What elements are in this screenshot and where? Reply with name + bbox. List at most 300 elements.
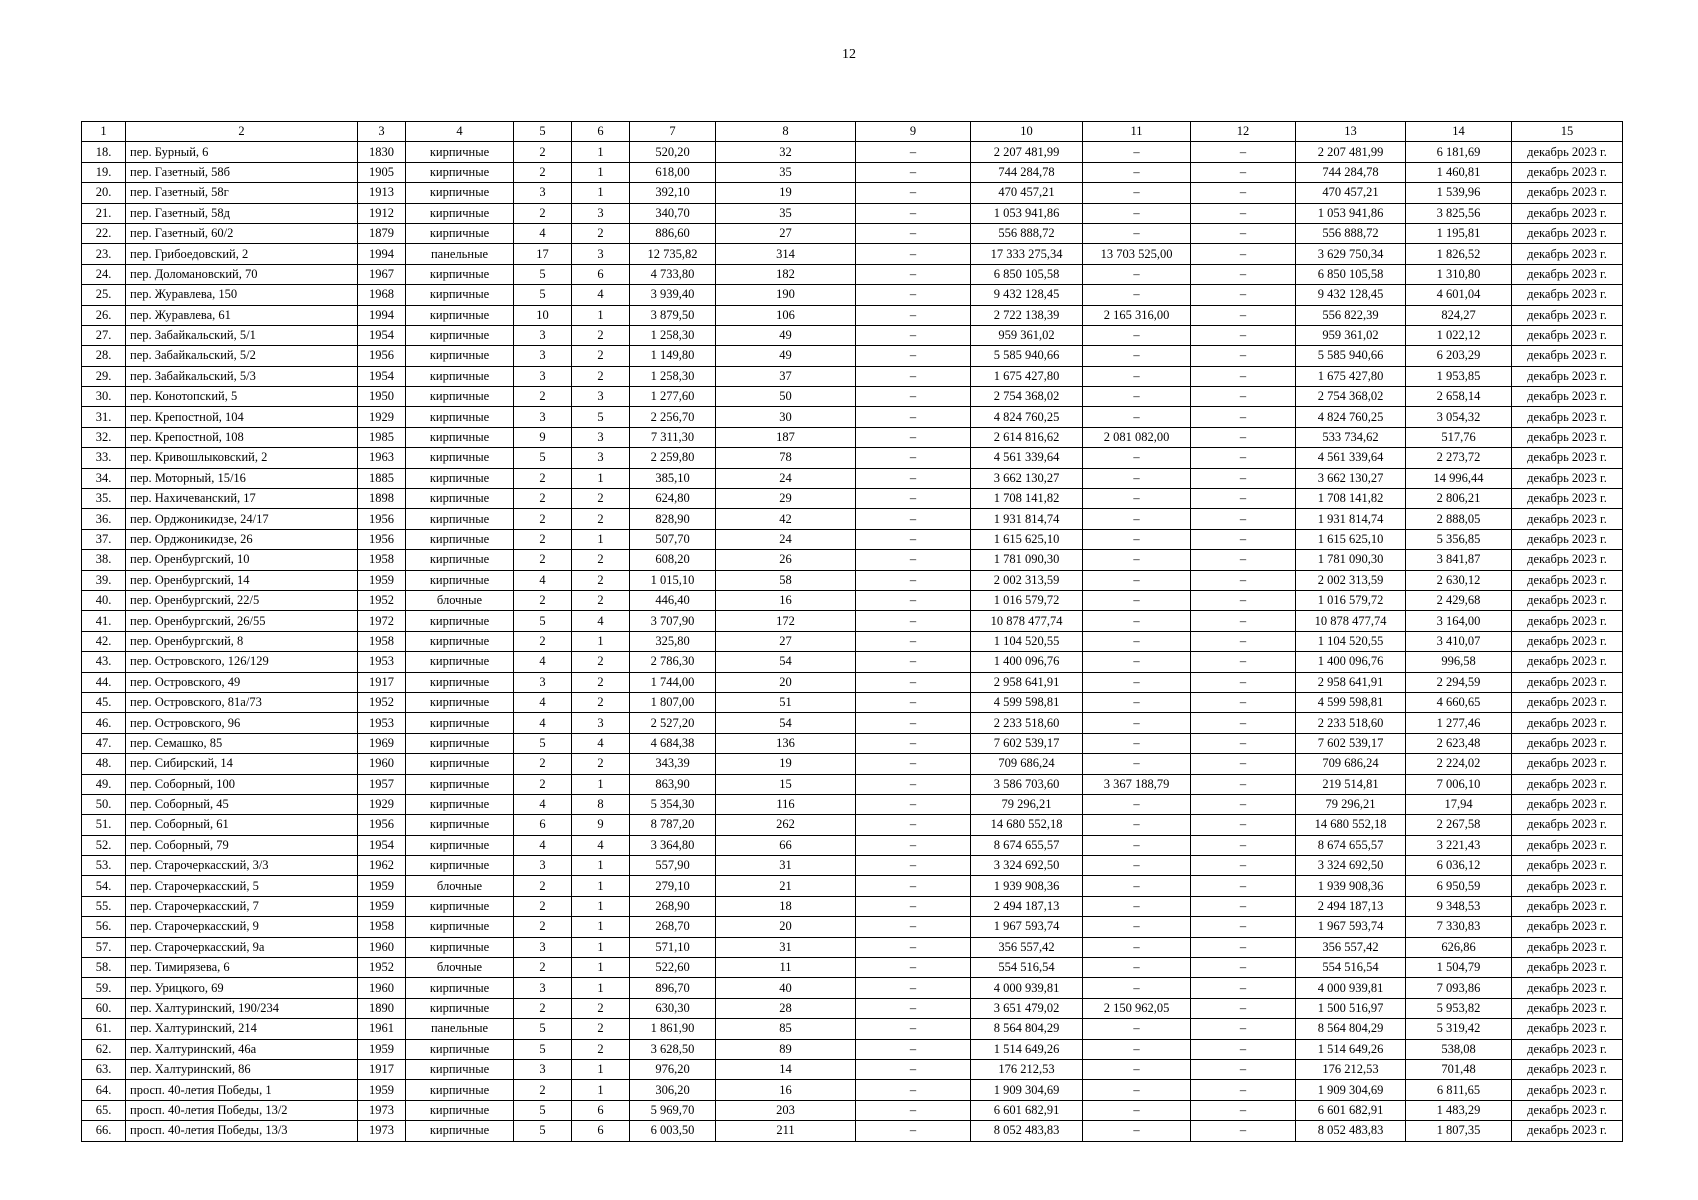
cell-row-number: 53. [82,856,126,876]
cell-floors: 2 [514,468,572,488]
cell-row-number: 36. [82,509,126,529]
cell-col-11: – [1083,794,1191,814]
cell-year-built: 1954 [358,366,406,386]
cell-entrances: 1 [572,896,630,916]
column-header-3: 3 [358,122,406,142]
cell-col-9: – [856,448,971,468]
cell-total-cost: 3 586 703,60 [971,774,1083,794]
table-row [82,203,1623,223]
cell-year-built: 1830 [358,142,406,162]
cell-address: пер. Забайкальский, 5/3 [126,366,358,386]
cell-area: 571,10 [630,937,716,957]
table-row [82,835,1623,855]
cell-area: 392,10 [630,183,716,203]
cell-col-14: 6 203,29 [1406,346,1512,366]
cell-area: 5 354,30 [630,794,716,814]
cell-col-14: 9 348,53 [1406,896,1512,916]
cell-col-13: 10 878 477,74 [1296,611,1406,631]
cell-col-11: – [1083,652,1191,672]
cell-col-9: – [856,468,971,488]
cell-floors: 5 [514,285,572,305]
cell-deadline: декабрь 2023 г. [1512,142,1623,162]
cell-entrances: 1 [572,1059,630,1079]
cell-total-cost: 2 754 368,02 [971,387,1083,407]
cell-deadline: декабрь 2023 г. [1512,917,1623,937]
cell-deadline: декабрь 2023 г. [1512,285,1623,305]
cell-col-11: – [1083,203,1191,223]
cell-col-13: 1 675 427,80 [1296,366,1406,386]
cell-address: пер. Грибоедовский, 2 [126,244,358,264]
cell-deadline: декабрь 2023 г. [1512,713,1623,733]
table-row [82,142,1623,162]
cell-col-11: – [1083,529,1191,549]
cell-col-11: – [1083,1019,1191,1039]
cell-col-11: – [1083,142,1191,162]
cell-col-9: – [856,264,971,284]
cell-residents: 24 [716,468,856,488]
cell-area: 306,20 [630,1080,716,1100]
cell-col-9: – [856,794,971,814]
table-row [82,550,1623,570]
cell-col-9: – [856,652,971,672]
table-row [82,611,1623,631]
cell-col-13: 176 212,53 [1296,1059,1406,1079]
cell-col-9: – [856,856,971,876]
cell-address: пер. Орджоникидзе, 26 [126,529,358,549]
cell-col-11: – [1083,815,1191,835]
cell-total-cost: 959 361,02 [971,325,1083,345]
cell-row-number: 37. [82,529,126,549]
cell-area: 446,40 [630,590,716,610]
table-row [82,978,1623,998]
cell-area: 630,30 [630,998,716,1018]
cell-year-built: 1973 [358,1121,406,1141]
cell-total-cost: 1 675 427,80 [971,366,1083,386]
cell-wall-material: кирпичные [406,407,514,427]
cell-address: пер. Забайкальский, 5/1 [126,325,358,345]
cell-area: 976,20 [630,1059,716,1079]
cell-year-built: 1958 [358,550,406,570]
cell-col-14: 2 623,48 [1406,733,1512,753]
cell-col-11: – [1083,468,1191,488]
column-header-11: 11 [1083,122,1191,142]
cell-entrances: 2 [572,489,630,509]
cell-area: 520,20 [630,142,716,162]
cell-area: 2 786,30 [630,652,716,672]
cell-year-built: 1917 [358,1059,406,1079]
cell-address: пер. Соборный, 45 [126,794,358,814]
cell-total-cost: 8 052 483,83 [971,1121,1083,1141]
cell-deadline: декабрь 2023 г. [1512,162,1623,182]
cell-col-13: 533 734,62 [1296,427,1406,447]
cell-deadline: декабрь 2023 г. [1512,652,1623,672]
cell-row-number: 65. [82,1100,126,1120]
column-header-14: 14 [1406,122,1512,142]
cell-col-14: 824,27 [1406,305,1512,325]
column-header-10: 10 [971,122,1083,142]
table-row [82,1080,1623,1100]
table-row [82,1039,1623,1059]
cell-floors: 6 [514,815,572,835]
cell-wall-material: кирпичные [406,713,514,733]
table-row [82,325,1623,345]
cell-year-built: 1972 [358,611,406,631]
cell-total-cost: 2 494 187,13 [971,896,1083,916]
cell-wall-material: кирпичные [406,1059,514,1079]
cell-entrances: 2 [572,509,630,529]
table-row [82,346,1623,366]
cell-col-12: – [1191,162,1296,182]
table-row [82,570,1623,590]
cell-col-13: 1 939 908,36 [1296,876,1406,896]
cell-floors: 2 [514,754,572,774]
cell-col-14: 1 826,52 [1406,244,1512,264]
cell-row-number: 61. [82,1019,126,1039]
cell-area: 618,00 [630,162,716,182]
cell-residents: 49 [716,346,856,366]
cell-col-9: – [856,835,971,855]
cell-deadline: декабрь 2023 г. [1512,529,1623,549]
cell-row-number: 52. [82,835,126,855]
cell-residents: 31 [716,937,856,957]
cell-address: пер. Орджоникидзе, 24/17 [126,509,358,529]
cell-col-13: 3 662 130,27 [1296,468,1406,488]
cell-wall-material: кирпичные [406,917,514,937]
cell-col-12: – [1191,774,1296,794]
cell-residents: 16 [716,1080,856,1100]
cell-address: пер. Старочеркасский, 9а [126,937,358,957]
cell-entrances: 4 [572,285,630,305]
cell-col-14: 3 221,43 [1406,835,1512,855]
cell-entrances: 1 [572,1080,630,1100]
table-row [82,713,1623,733]
cell-total-cost: 6 601 682,91 [971,1100,1083,1120]
cell-col-14: 6 036,12 [1406,856,1512,876]
cell-col-13: 1 615 625,10 [1296,529,1406,549]
cell-row-number: 56. [82,917,126,937]
cell-wall-material: кирпичные [406,509,514,529]
cell-wall-material: кирпичные [406,631,514,651]
cell-col-12: – [1191,183,1296,203]
cell-col-11: – [1083,223,1191,243]
cell-total-cost: 1 016 579,72 [971,590,1083,610]
cell-col-11: – [1083,978,1191,998]
cell-col-9: – [856,325,971,345]
cell-col-12: – [1191,285,1296,305]
cell-residents: 37 [716,366,856,386]
cell-entrances: 4 [572,733,630,753]
cell-year-built: 1969 [358,733,406,753]
cell-col-12: – [1191,937,1296,957]
cell-col-9: – [856,387,971,407]
cell-wall-material: кирпичные [406,570,514,590]
cell-year-built: 1959 [358,570,406,590]
cell-year-built: 1954 [358,835,406,855]
cell-col-14: 1 310,80 [1406,264,1512,284]
cell-residents: 40 [716,978,856,998]
cell-area: 4 684,38 [630,733,716,753]
cell-col-11: – [1083,917,1191,937]
cell-col-14: 7 330,83 [1406,917,1512,937]
cell-entrances: 1 [572,876,630,896]
cell-area: 828,90 [630,509,716,529]
cell-col-13: 3 324 692,50 [1296,856,1406,876]
table-row [82,733,1623,753]
cell-col-14: 701,48 [1406,1059,1512,1079]
cell-col-9: – [856,1019,971,1039]
cell-residents: 314 [716,244,856,264]
cell-year-built: 1959 [358,896,406,916]
column-header-8: 8 [716,122,856,142]
cell-wall-material: кирпичные [406,448,514,468]
cell-year-built: 1952 [358,590,406,610]
cell-col-9: – [856,346,971,366]
cell-col-11: – [1083,387,1191,407]
cell-address: пер. Газетный, 58д [126,203,358,223]
cell-floors: 2 [514,509,572,529]
cell-col-11: – [1083,183,1191,203]
cell-area: 385,10 [630,468,716,488]
cell-deadline: декабрь 2023 г. [1512,407,1623,427]
cell-col-12: – [1191,1080,1296,1100]
cell-entrances: 6 [572,1121,630,1141]
cell-col-14: 3 841,87 [1406,550,1512,570]
cell-year-built: 1913 [358,183,406,203]
cell-row-number: 50. [82,794,126,814]
cell-deadline: декабрь 2023 г. [1512,346,1623,366]
table-row [82,896,1623,916]
cell-entrances: 1 [572,142,630,162]
cell-col-12: – [1191,1100,1296,1120]
cell-col-13: 3 629 750,34 [1296,244,1406,264]
cell-residents: 262 [716,815,856,835]
cell-total-cost: 1 400 096,76 [971,652,1083,672]
cell-col-14: 2 888,05 [1406,509,1512,529]
cell-row-number: 38. [82,550,126,570]
cell-area: 12 735,82 [630,244,716,264]
cell-entrances: 1 [572,958,630,978]
cell-area: 3 707,90 [630,611,716,631]
cell-year-built: 1959 [358,876,406,896]
cell-col-12: – [1191,366,1296,386]
table-row [82,998,1623,1018]
cell-area: 5 969,70 [630,1100,716,1120]
cell-total-cost: 1 909 304,69 [971,1080,1083,1100]
cell-deadline: декабрь 2023 г. [1512,1080,1623,1100]
cell-year-built: 1960 [358,937,406,957]
cell-row-number: 62. [82,1039,126,1059]
cell-col-11: – [1083,1039,1191,1059]
cell-wall-material: кирпичные [406,754,514,774]
cell-wall-material: кирпичные [406,550,514,570]
cell-col-12: – [1191,448,1296,468]
cell-deadline: декабрь 2023 г. [1512,733,1623,753]
cell-floors: 5 [514,1100,572,1120]
cell-address: пер. Журавлева, 61 [126,305,358,325]
cell-wall-material: кирпичные [406,489,514,509]
cell-entrances: 2 [572,325,630,345]
cell-address: пер. Конотопский, 5 [126,387,358,407]
cell-area: 279,10 [630,876,716,896]
cell-row-number: 44. [82,672,126,692]
cell-col-12: – [1191,550,1296,570]
cell-col-9: – [856,611,971,631]
cell-wall-material: кирпичные [406,815,514,835]
cell-residents: 35 [716,162,856,182]
cell-row-number: 20. [82,183,126,203]
cell-total-cost: 1 615 625,10 [971,529,1083,549]
cell-col-13: 709 686,24 [1296,754,1406,774]
cell-floors: 2 [514,590,572,610]
cell-col-9: – [856,1121,971,1141]
cell-floors: 2 [514,631,572,651]
cell-wall-material: кирпичные [406,223,514,243]
cell-deadline: декабрь 2023 г. [1512,550,1623,570]
table-row [82,815,1623,835]
cell-wall-material: кирпичные [406,835,514,855]
cell-col-14: 2 267,58 [1406,815,1512,835]
cell-row-number: 54. [82,876,126,896]
cell-address: просп. 40-летия Победы, 13/3 [126,1121,358,1141]
cell-deadline: декабрь 2023 г. [1512,489,1623,509]
cell-address: пер. Старочеркасский, 3/3 [126,856,358,876]
cell-entrances: 2 [572,590,630,610]
cell-col-13: 1 967 593,74 [1296,917,1406,937]
cell-address: пер. Халтуринский, 214 [126,1019,358,1039]
cell-floors: 17 [514,244,572,264]
cell-col-14: 1 483,29 [1406,1100,1512,1120]
cell-row-number: 34. [82,468,126,488]
cell-total-cost: 2 614 816,62 [971,427,1083,447]
cell-floors: 2 [514,162,572,182]
cell-entrances: 1 [572,856,630,876]
cell-entrances: 1 [572,774,630,794]
cell-entrances: 6 [572,264,630,284]
cell-entrances: 1 [572,937,630,957]
cell-col-14: 2 806,21 [1406,489,1512,509]
cell-year-built: 1968 [358,285,406,305]
cell-address: пер. Соборный, 100 [126,774,358,794]
cell-col-11: – [1083,958,1191,978]
cell-col-12: – [1191,754,1296,774]
cell-address: пер. Соборный, 61 [126,815,358,835]
cell-deadline: декабрь 2023 г. [1512,509,1623,529]
cell-col-12: – [1191,203,1296,223]
cell-wall-material: кирпичные [406,387,514,407]
cell-year-built: 1954 [358,325,406,345]
table-row [82,285,1623,305]
cell-total-cost: 1 931 814,74 [971,509,1083,529]
cell-col-14: 626,86 [1406,937,1512,957]
cell-wall-material: кирпичные [406,611,514,631]
cell-deadline: декабрь 2023 г. [1512,183,1623,203]
cell-col-13: 554 516,54 [1296,958,1406,978]
cell-residents: 182 [716,264,856,284]
table-row [82,387,1623,407]
cell-deadline: декабрь 2023 г. [1512,774,1623,794]
cell-floors: 4 [514,713,572,733]
cell-col-9: – [856,978,971,998]
cell-area: 557,90 [630,856,716,876]
cell-total-cost: 1 053 941,86 [971,203,1083,223]
cell-address: пер. Тимирязева, 6 [126,958,358,978]
cell-col-12: – [1191,917,1296,937]
cell-year-built: 1905 [358,162,406,182]
cell-floors: 10 [514,305,572,325]
cell-row-number: 41. [82,611,126,631]
cell-deadline: декабрь 2023 г. [1512,570,1623,590]
cell-row-number: 40. [82,590,126,610]
cell-entrances: 1 [572,529,630,549]
cell-year-built: 1912 [358,203,406,223]
cell-entrances: 9 [572,815,630,835]
cell-col-12: – [1191,611,1296,631]
cell-col-9: – [856,774,971,794]
cell-col-12: – [1191,223,1296,243]
table-row [82,1059,1623,1079]
cell-col-14: 2 658,14 [1406,387,1512,407]
cell-year-built: 1960 [358,754,406,774]
cell-row-number: 48. [82,754,126,774]
cell-col-12: – [1191,407,1296,427]
cell-col-9: – [856,305,971,325]
cell-total-cost: 1 939 908,36 [971,876,1083,896]
cell-area: 268,90 [630,896,716,916]
cell-col-14: 1 504,79 [1406,958,1512,978]
cell-year-built: 1957 [358,774,406,794]
cell-deadline: декабрь 2023 г. [1512,631,1623,651]
cell-total-cost: 6 850 105,58 [971,264,1083,284]
cell-col-14: 3 054,32 [1406,407,1512,427]
cell-deadline: декабрь 2023 г. [1512,305,1623,325]
cell-col-13: 556 822,39 [1296,305,1406,325]
cell-col-12: – [1191,856,1296,876]
cell-year-built: 1959 [358,1080,406,1100]
cell-residents: 35 [716,203,856,223]
cell-row-number: 49. [82,774,126,794]
cell-entrances: 1 [572,468,630,488]
cell-col-11: – [1083,346,1191,366]
cell-col-11: – [1083,366,1191,386]
cell-col-9: – [856,509,971,529]
cell-floors: 3 [514,366,572,386]
cell-address: пер. Оренбургский, 14 [126,570,358,590]
cell-area: 1 744,00 [630,672,716,692]
cell-col-9: – [856,427,971,447]
cell-residents: 116 [716,794,856,814]
cell-col-14: 14 996,44 [1406,468,1512,488]
cell-col-11: – [1083,448,1191,468]
cell-col-9: – [856,203,971,223]
cell-wall-material: кирпичные [406,305,514,325]
cell-col-12: – [1191,876,1296,896]
cell-col-13: 1 931 814,74 [1296,509,1406,529]
cell-deadline: декабрь 2023 г. [1512,448,1623,468]
cell-col-9: – [856,754,971,774]
cell-entrances: 6 [572,1100,630,1120]
housing-table [81,121,1623,1142]
cell-address: пер. Халтуринский, 190/234 [126,998,358,1018]
cell-total-cost: 4 000 939,81 [971,978,1083,998]
cell-col-9: – [856,998,971,1018]
cell-deadline: декабрь 2023 г. [1512,203,1623,223]
cell-col-13: 1 500 516,97 [1296,998,1406,1018]
cell-col-12: – [1191,489,1296,509]
cell-col-9: – [856,489,971,509]
cell-floors: 2 [514,550,572,570]
cell-row-number: 25. [82,285,126,305]
cell-row-number: 45. [82,692,126,712]
